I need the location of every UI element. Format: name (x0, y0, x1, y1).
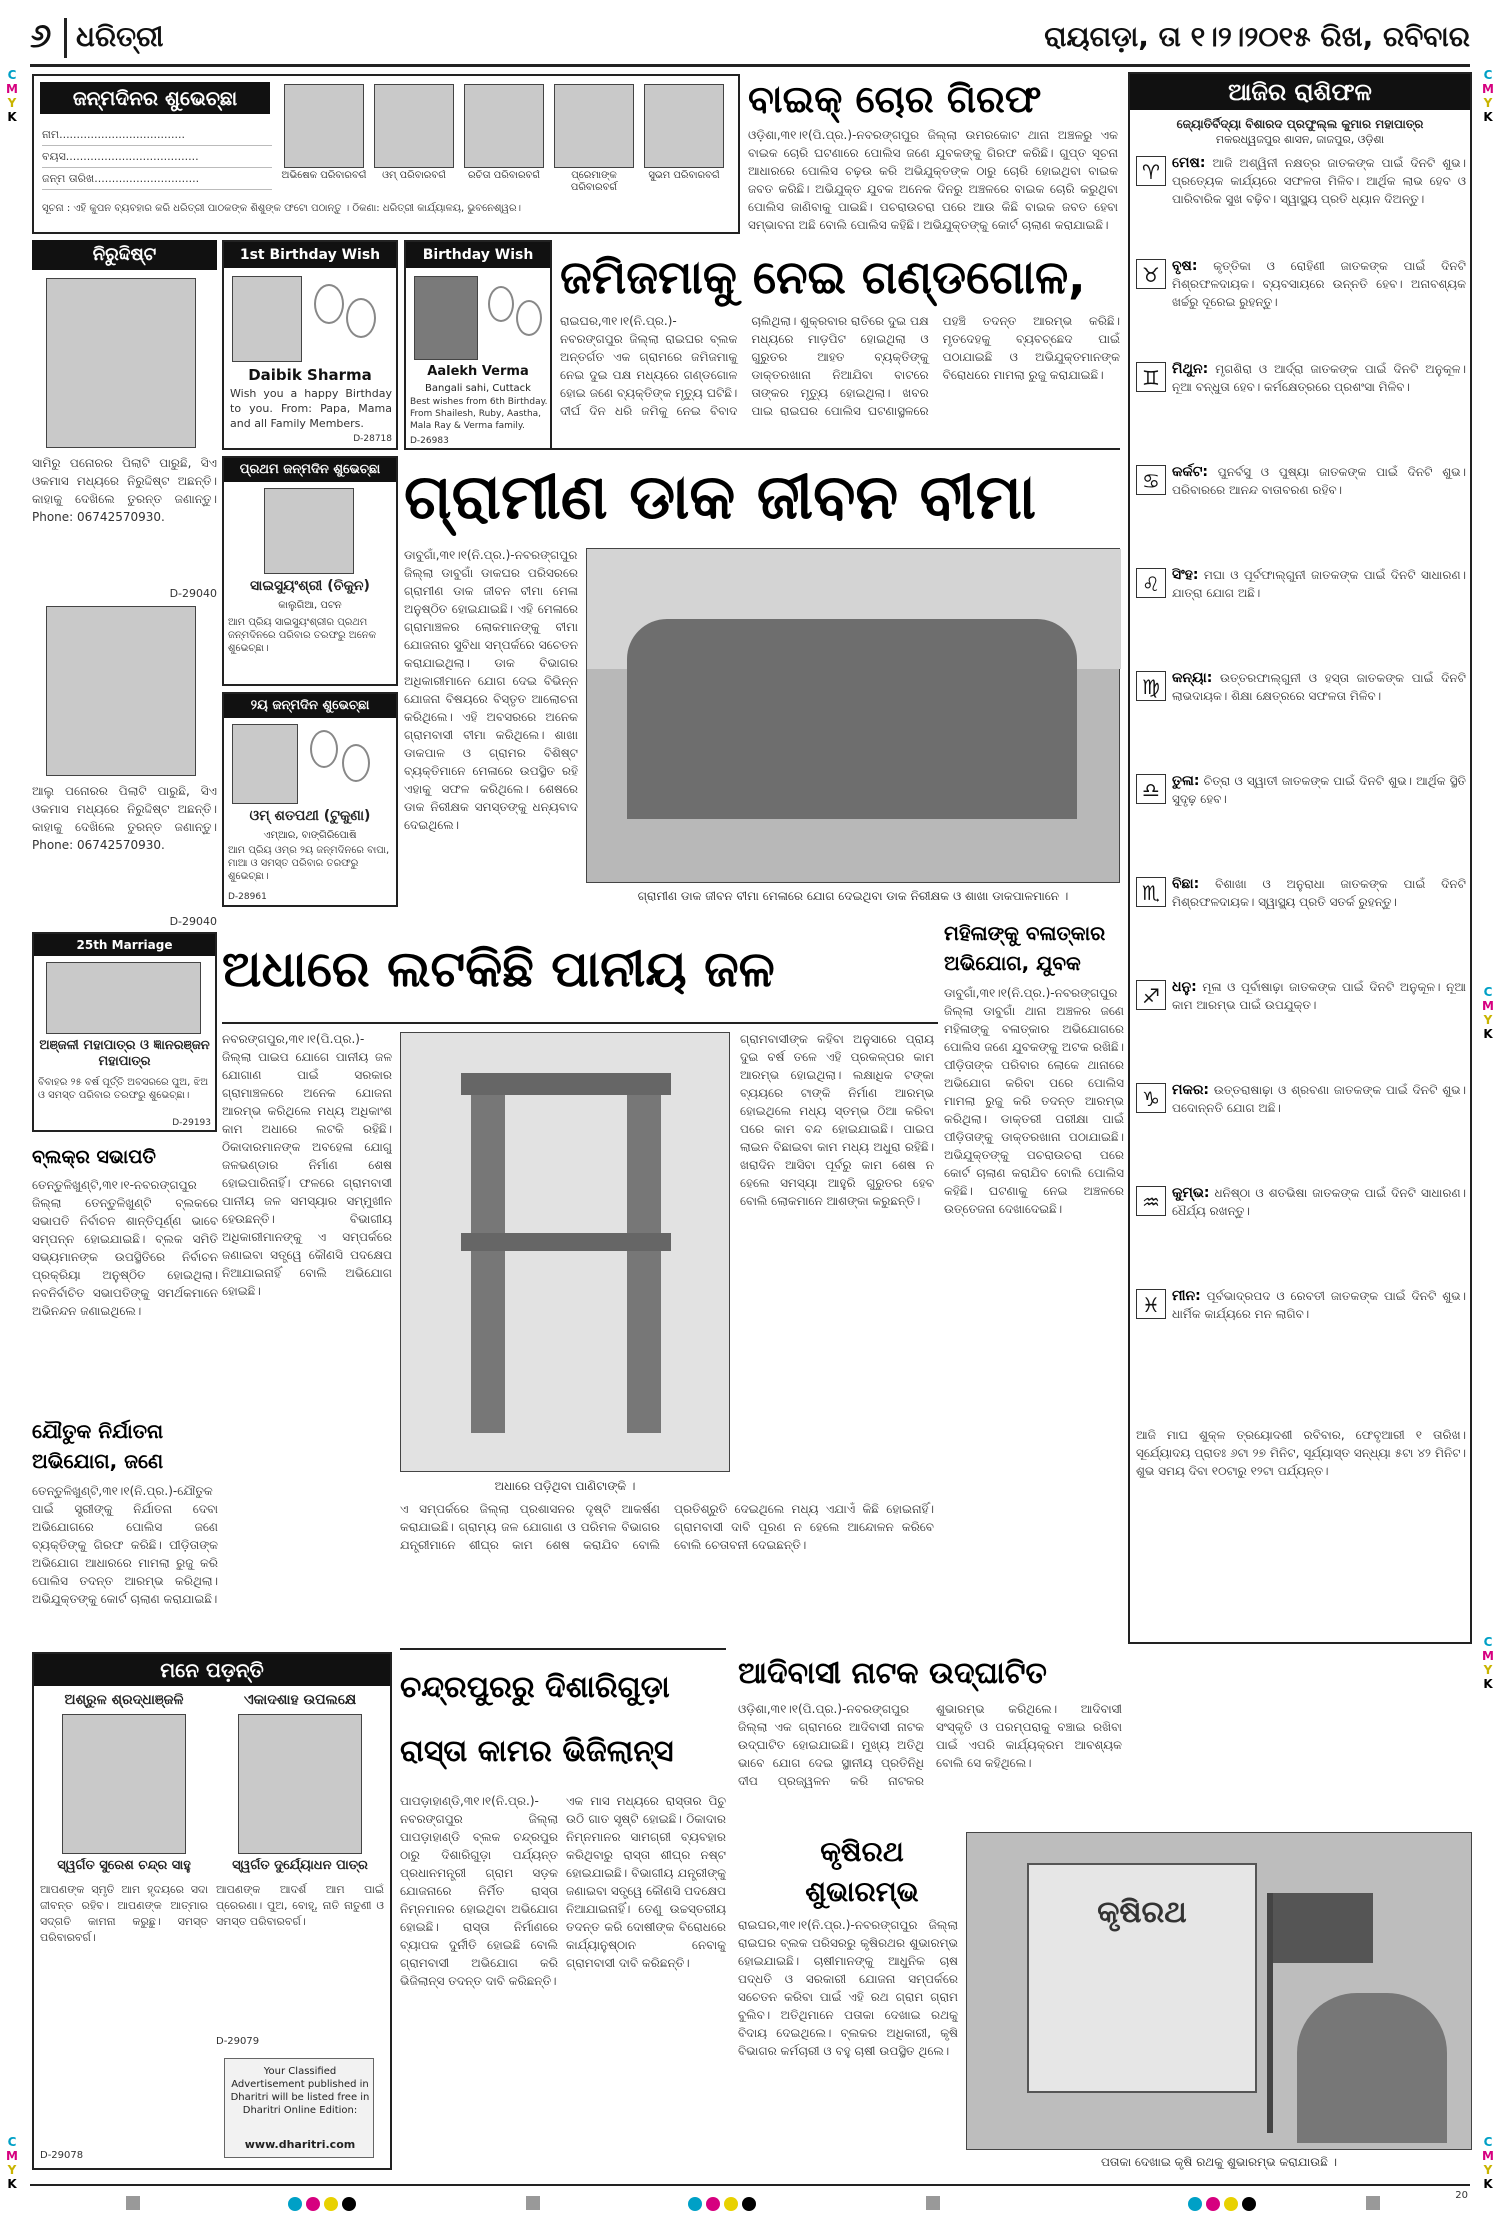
reg-mark-left-top: C M Y K (6, 68, 18, 124)
missing-text-1: ସାମିରୁ ପନୋରର ପିଲାଟି ପାରୁଛି, ସିଏ ଓକମାସ ମଧ୍ୟରେ ନିରୁଦ୍ଦିଷ୍ଟ ଅଛନ୍ତି। କାହାକୁ ଦେଖିଲେ ତୁରନ୍ତ ଜଣାନ୍ତୁ। Phone: 06742570930. (32, 456, 217, 524)
zodiac-prediction: ମଘା ଓ ପୂର୍ବଫାଲ୍ଗୁନୀ ଜାତକଙ୍କ ପାଇଁ ଦିନଟି ସାଧାରଣ। ଯାତ୍ରା ଯୋଗ ଅଛି। (1172, 568, 1466, 600)
horoscope-entry (1136, 875, 1466, 975)
coupon-field-dob: ଜନ୍ମ ତାରିଖ.............................. (42, 168, 272, 190)
reg-mark-right-bottom: C M Y K (1482, 2135, 1494, 2191)
zodiac-prediction: ଚିତ୍ରା ଓ ସ୍ୱାତୀ ଜାତକଙ୍କ ପାଇଁ ଦିନଟି ଶୁଭ। ଆର୍ଥିକ ସ୍ଥିତି ସୁଦୃଢ଼ ହେବ। (1172, 774, 1466, 806)
kid-photo-2 (374, 84, 454, 168)
horoscope-entry-text (1172, 1081, 1466, 1178)
first-birthday-code: D-28718 (353, 434, 392, 444)
horoscope-list (1136, 154, 1466, 1394)
zodiac-prediction: ମୂଳା ଓ ପୂର୍ବାଷାଢ଼ା ଜାତକଙ୍କ ପାଇଁ ଦିନଟି ଅନୁକୂଳ। ନୂଆ କାମ ଆରମ୍ଭ ପାଇଁ ଉପଯୁକ୍ତ। (1172, 980, 1466, 1012)
story-block-chairman: ତେନ୍ତୁଳିଖୁଣ୍ଟି,୩୧।୧-ନବରଙ୍ଗପୁର ଜିଲ୍ଲା ତେନ୍ତୁଳିଖୁଣ୍ଟି ବ୍ଲକରେ ସଭାପତି ନିର୍ବାଚନ ଶାନ୍ତିପୂର୍ଣ୍ଣ ଭାବେ ସମ୍ପନ୍ନ ହୋଇଯାଇଛି। ବ୍ଲକ ସମିତି ସଭ୍ୟମାନଙ୍କ ଉପସ୍ଥିତିରେ ନିର୍ବାଚନ ପ୍ରକ୍ରିୟା ଅନୁଷ୍ଠିତ ହୋଇଥିଲା। ନବନିର୍ବାଚିତ ସଭାପତିଙ୍କୁ ସମର୍ଥକମାନେ ଅଭିନନ୍ଦନ ଜଣାଇଥିଲେ। (32, 1178, 218, 1318)
missing-photo-2 (46, 606, 196, 776)
print-block (526, 2196, 540, 2210)
print-block (126, 2196, 140, 2210)
odia-first-birthday-place: କାଲୁଗିଆ, ପଟନ (278, 600, 342, 611)
horoscope-entry (1136, 978, 1466, 1078)
zodiac-icon: ♒ (1136, 1186, 1166, 1216)
story-water-supply-col1: ନବରଙ୍ଗପୁର,୩୧।୧(ପି.ପ୍ର.)-ଜିଲ୍ଲା ପାଇପ ଯୋଗେ ପାନୀୟ ଜଳ ଯୋଗାଣ ପାଇଁ ସରକାର ଗ୍ରାମାଞ୍ଚଳରେ ଅନେକ ଯୋଜନା ଆରମ୍ଭ କରିଥିଲେ ମଧ୍ୟ ଅଧିକାଂଶ କାମ ଅଧାରେ ଲଟକି ରହିଛି। ଠିକାଦାରମାନଙ୍କ ଅବହେଳା ଯୋଗୁ ଜଳଭଣ୍ଡାର ନିର୍ମାଣ ଶେଷ ହୋଇପାରିନାହିଁ। ଫଳରେ ଗ୍ରାମବାସୀ ପାନୀୟ ଜଳ ସମସ୍ୟାର ସମ୍ମୁଖୀନ ହେଉଛନ୍ତି। ବିଭାଗୀୟ ଅଧିକାରୀମାନଙ୍କୁ ଏ ସମ୍ପର୍କରେ ଜଣାଇବା ସତ୍ତ୍ୱେ କୌଣସି ପଦକ୍ଷେପ ନିଆଯାଇନାହିଁ ବୋଲି ଅଭିଯୋଗ ହୋଇଛି। (222, 1032, 392, 1298)
obituary-left-text: ଆପଣଙ୍କ ସ୍ମୃତି ଆମ ହୃଦୟରେ ସଦା ଜୀବନ୍ତ ରହିବ। ଆପଣଙ୍କ ଆତ୍ମାର ସଦ୍‌ଗତି କାମନା କରୁଛୁ। ସମସ୍ତ ପରିବାରବର୍ଗ। (40, 1883, 208, 1944)
zodiac-prediction: ପୁନର୍ବସୁ ଓ ପୁଷ୍ୟା ଜାତକଙ୍କ ପାଇଁ ଦିନଟି ଶୁଭ। ପରିବାରରେ ଆନନ୍ଦ ବାତାବରଣ ରହିବ। (1172, 465, 1466, 497)
story-harassment: ଡାବୁଗାଁ,୩୧।୧(ନି.ପ୍ର.)-ନବରଙ୍ଗପୁର ଜିଲ୍ଲା ଡାବୁଗାଁ ଥାନା ଅଞ୍ଚଳର ଜଣେ ମହିଳାଙ୍କୁ ବଳାତ୍କାର ଅଭିଯୋଗରେ ପୋଲିସ ଜଣେ ଯୁବକଙ୍କୁ ଅଟକ ରଖିଛି। ପୀଡ଼ିତାଙ୍କ ପରିବାର ଲୋକେ ଥାନାରେ ଅଭିଯୋଗ କରିବା ପରେ ପୋଲିସ ମାମଲା ରୁଜୁ କରି ତଦନ୍ତ ଆରମ୍ଭ କରିଥିଲା। ଡାକ୍ତରୀ ପରୀକ୍ଷା ପାଇଁ ପୀଡ଼ିତାଙ୍କୁ ଡାକ୍ତରଖାନା ପଠାଯାଇଛି। ଅଭିଯୁକ୍ତଙ୍କୁ ପଚରାଉଚରା ପରେ କୋର୍ଟ ଚାଲାଣ କରାଯିବ ବୋଲି ପୋଲିସ କହିଛି। ଘଟଣାକୁ ନେଇ ଅଞ୍ଚଳରେ ଉତ୍ତେଜନା ଦେଖାଦେଇଛି। (944, 986, 1124, 1216)
zodiac-prediction: ପୂର୍ବଭାଦ୍ରପଦ ଓ ରେବତୀ ଜାତକଙ୍କ ପାଇଁ ଦିନଟି ଶୁଭ। ଧାର୍ମିକ କାର୍ଯ୍ୟରେ ମନ ଲାଗିବ। (1172, 1289, 1466, 1321)
balloon-icon (346, 298, 376, 338)
anniversary-title: 25th Marriage (34, 934, 215, 956)
horoscope-entry-text (1172, 154, 1466, 251)
cmyk-dots (286, 2196, 358, 2215)
horoscope-byline: ଜ୍ୟୋତିର୍ବିଦ୍ୟା ବିଶାରଦ ପ୍ରଫୁଲ୍ଲ କୁମାର ମହାପାତ୍ର (1176, 117, 1424, 131)
zodiac-prediction: ଉତ୍ତରଫାଲ୍ଗୁନୀ ଓ ହସ୍ତା ଜାତକଙ୍କ ପାଇଁ ଦିନଟି ଲାଭଦାୟକ। ଶିକ୍ଷା କ୍ଷେତ୍ରରେ ସଫଳତା ମିଳିବ। (1172, 671, 1466, 703)
horoscope-entry-text (1172, 566, 1466, 663)
zodiac-icon: ♋ (1136, 465, 1166, 495)
horoscope-entry-text (1172, 772, 1466, 869)
first-birthday-title: 1st Birthday Wish (224, 242, 396, 268)
obituary-left-photo (62, 1714, 186, 1854)
odia-second-birthday-box (222, 692, 398, 907)
anniversary-names: ଅଞ୍ଜଳୀ ମହାପାତ୍ର ଓ ଜ୍ଞାନରଞ୍ଜନ ମହାପାତ୍ର (39, 1038, 210, 1069)
odia-first-birthday-name: ସାଇସୁୟଂଶ୍ରୀ (ଚିକୁନ) (250, 578, 370, 594)
tank-pillar (471, 1073, 505, 1433)
coupon-note: ସୂଚନା : ଏହି କୁପନ ବ୍ୟବହାର କରି ଧରିତ୍ରୀ ପାଠକଙ୍କ ଶିଶୁଙ୍କ ଫଟୋ ପଠାନ୍ତୁ । ଠିକଣା: ଧରିତ୍ରୀ କାର୍ଯ୍ୟାଳୟ, ଭୁବନେଶ୍ୱର। (42, 203, 522, 214)
story-land-dispute: ରାଇଘର,୩୧।୧(ନି.ପ୍ର.)-ନବରଙ୍ଗପୁର ଜିଲ୍ଲା ରାଇଘର ବ୍ଲକ ଅନ୍ତର୍ଗତ ଏକ ଗ୍ରାମରେ ଜମିଜମାକୁ ନେଇ ଦୁଇ ପକ୍ଷ ମଧ୍ୟରେ ଗଣ୍ଡଗୋଳ ହୋଇ ଜଣେ ବ୍ୟକ୍ତିଙ୍କ ମୃତ୍ୟୁ ଘଟିଛି। ଦୀର୍ଘ ଦିନ ଧରି ଜମିକୁ ନେଇ ବିବାଦ ଚାଲିଥିଲା। ଶୁକ୍ରବାର ରାତିରେ ଦୁଇ ପକ୍ଷ ମଧ୍ୟରେ ମାଡ଼ପିଟ ହୋଇଥିଲା ଓ ଗୁରୁତର ଆହତ ବ୍ୟକ୍ତିଙ୍କୁ ଡାକ୍ତରଖାନା ନିଆଯିବା ବାଟରେ ତାଙ୍କର ମୃତ୍ୟୁ ହୋଇଥିଲା। ଖବର ପାଇ ରାଇଘର ପୋଲିସ ଘଟଣାସ୍ଥଳରେ ପହଞ୍ଚି ତଦନ୍ତ ଆରମ୍ଭ କରିଛି। ମୃତଦେହକୁ ବ୍ୟବଚ୍ଛେଦ ପାଇଁ ପଠାଯାଇଛି ଓ ଅଭିଯୁକ୍ତମାନଙ୍କ ବିରୋଧରେ ମାମଲା ରୁଜୁ କରାଯାଇଛି। (560, 314, 1120, 418)
first-birthday-photo (232, 276, 302, 362)
coupon-field-age: ବୟସ...................................... (42, 146, 272, 168)
obituary-left-heading: ଅଶ୍ରୁଳ ଶ୍ରଦ୍ଧାଞ୍ଜଳି (64, 1692, 184, 1708)
obituary-right-text: ଆପଣଙ୍କ ଆଦର୍ଶ ଆମ ପାଇଁ ପ୍ରେରଣା। ପୁଅ, ବୋହୂ, ନାତି ନାତୁଣୀ ଓ ସମସ୍ତ ପରିବାରବର୍ଗ। (216, 1883, 384, 1928)
obituary-title: ମନେ ପଡ଼ନ୍ତି (34, 1654, 390, 1686)
missing-code-1: D-29040 (169, 587, 217, 600)
zodiac-sign-name: ମିଥୁନ: (1172, 361, 1209, 377)
headline-land-dispute: ଜମିଜମାକୁ ନେଇ ଗଣ୍ଡଗୋଳ, (560, 250, 1086, 304)
zodiac-sign-name: ମୀନ: (1172, 1288, 1201, 1304)
truck-body (1027, 1863, 1257, 2093)
truck-label: କୃଷିରଥ (1097, 1895, 1187, 1930)
horoscope-entry (1136, 360, 1466, 460)
dateline: ରାୟଗଡ଼ା, ତା ୧।୨।୨୦୧୫ ରିଖ, ରବିବାର (1044, 20, 1470, 53)
odia-first-birthday-text: ଆମ ପ୍ରିୟ ସାଇସୁୟଂଶ୍ରୀର ପ୍ରଥମ ଜନ୍ମଦିନରେ ପରିବାର ତରଫରୁ ଅନେକ ଶୁଭେଚ୍ଛା। (228, 617, 376, 654)
obituary-box (32, 1652, 392, 2170)
zodiac-sign-name: ବିଛା: (1172, 876, 1200, 892)
zodiac-sign-name: ମକର: (1172, 1082, 1210, 1098)
balloon-icon (310, 730, 338, 768)
zodiac-sign-name: କନ୍ୟା: (1172, 670, 1213, 686)
horoscope-box (1128, 72, 1472, 1644)
horoscope-title: ଆଜିର ରାଶିଫଳ (1130, 74, 1470, 110)
classified-text: Your Classified Advertisement published in Dharitri will be listed free in Dharitri Online Edition: (230, 2066, 370, 2116)
kid-caption-3: ରଚିତା ପରିବାରବର୍ଗ (467, 170, 541, 181)
print-color-strip (0, 2196, 1500, 2214)
horoscope-entry (1136, 1184, 1466, 1284)
birthday-wish-name: Aalekh Verma (427, 364, 529, 379)
story-postal-insurance: ଡାବୁଗାଁ,୩୧।୧(ନି.ପ୍ର.)-ନବରଙ୍ଗପୁର ଜିଲ୍ଲା ଡାବୁଗାଁ ଡାକଘର ପରିସରରେ ଗ୍ରାମୀଣ ଡାକ ଜୀବନ ବୀମା ମେଳା ଅନୁଷ୍ଠିତ ହୋଇଯାଇଛି। ଏହି ମେଳାରେ ଗ୍ରାମାଞ୍ଚଳର ଲୋକମାନଙ୍କୁ ବୀମା ଯୋଜନାର ସୁବିଧା ସମ୍ପର୍କରେ ସଚେତନ କରାଯାଇଥିଲା। ଡାକ ବିଭାଗର ଅଧିକାରୀମାନେ ଯୋଗ ଦେଇ ବିଭିନ୍ନ ଯୋଜନା ବିଷୟରେ ବିସ୍ତୃତ ଆଲୋଚନା କରିଥିଲେ। ଏହି ଅବସରରେ ଅନେକ ଗ୍ରାମବାସୀ ବୀମା କରିଥିଲେ। ଶାଖା ଡାକପାଳ ଓ ଗ୍ରାମର ବିଶିଷ୍ଟ ବ୍ୟକ୍ତିମାନେ ମେଳାରେ ଉପସ୍ଥିତ ରହି ଏହାକୁ ସଫଳ କରିଥିଲେ। ଶେଷରେ ଡାକ ନିରୀକ୍ଷକ ସମସ୍ତଙ୍କୁ ଧନ୍ୟବାଦ ଦେଇଥିଲେ। (404, 548, 578, 832)
obituary-right-photo (238, 1714, 362, 1854)
odia-first-birthday-box (222, 456, 398, 686)
footer-rule (30, 2184, 1470, 2186)
missing-title: ନିରୁଦ୍ଦିଷ୍ଟ (32, 240, 217, 270)
story-water-supply-col3: ଏ ସମ୍ପର୍କରେ ଜିଲ୍ଲା ପ୍ରଶାସନର ଦୃଷ୍ଟି ଆକର୍ଷଣ କରାଯାଇଛି। ଗ୍ରାମ୍ୟ ଜଳ ଯୋଗାଣ ଓ ପରିମଳ ବିଭାଗର ଯନ୍ତ୍ରୀମାନେ ଶୀଘ୍ର କାମ ଶେଷ କରାଯିବ ବୋଲି ପ୍ରତିଶ୍ରୁତି ଦେଇଥିଲେ ମଧ୍ୟ ଏଯାଏଁ କିଛି ହୋଇନାହିଁ। ଗ୍ରାମବାସୀ ଦାବି ପୂରଣ ନ ହେଲେ ଆନ୍ଦୋଳନ କରିବେ ବୋଲି ଚେତାବନୀ ଦେଇଛନ୍ତି। (400, 1502, 934, 1552)
zodiac-prediction: ଧନିଷ୍ଠା ଓ ଶତଭିଷା ଜାତକଙ୍କ ପାଇଁ ଦିନଟି ସାଧାରଣ। ଧୈର୍ଯ୍ୟ ରଖନ୍ତୁ। (1172, 1186, 1466, 1218)
first-birthday-name: Daibik Sharma (248, 366, 372, 384)
section-rule (400, 1648, 726, 1650)
horoscope-entry (1136, 1287, 1466, 1387)
horoscope-byline-address: ମକରଧ୍ୱଜପୁର ଶାସନ, ଜାଜପୁର, ଓଡ଼ିଶା (1215, 133, 1385, 146)
anniversary-text: ବିବାହର ୨୫ ବର୍ଷ ପୂର୍ତ୍ତି ଅବସରରେ ପୁଅ, ଝିଅ ଓ ସମସ୍ତ ପରିବାର ତରଫରୁ ଶୁଭେଚ୍ଛା। (38, 1077, 209, 1101)
classified-site-link[interactable]: www.dharitri.com (244, 2138, 356, 2151)
horoscope-entry-text (1172, 1184, 1466, 1281)
zodiac-sign-name: କୁମ୍ଭ: (1172, 1185, 1210, 1201)
zodiac-sign-name: ବୃଷ: (1172, 258, 1198, 274)
masthead-rule (30, 64, 1470, 67)
headline-tribal-drama: ଆଦିବାସୀ ନାଟକ ଉଦ୍‌ଘାଟିତ (738, 1656, 1047, 1691)
horoscope-footer-note: ଆଜି ମାଘ ଶୁକ୍ଳ ତ୍ରୟୋଦଶୀ ରବିବାର, ଫେବୃଆରୀ ୧ ତାରିଖ। ସୂର୍ଯ୍ୟୋଦୟ ପ୍ରାତଃ ୬ଟା ୨୭ ମିନିଟ, ସୂର୍ଯ୍ୟାସ୍ତ ସନ୍ଧ୍ୟା ୫ଟା ୪୨ ମିନିଟ। ଶୁଭ ସମୟ ଦିବା ୧୦ଟାରୁ ୧୨ଟା ପର୍ଯ୍ୟନ୍ତ। (1136, 1428, 1466, 1478)
kid-caption-5: ସୁଭମ ପରିବାରବର୍ଗ (648, 170, 720, 181)
first-birthday-box (222, 240, 398, 450)
zodiac-icon: ♌ (1136, 568, 1166, 598)
caption-water-tank: ଅଧାରେ ପଡ଼ିଥିବା ପାଣିଟାଙ୍କି । (494, 1479, 636, 1493)
birthday-wish-code: D-26983 (410, 436, 449, 446)
missing-column (32, 240, 217, 1135)
story-krushi-rath: ରାଇଘର,୩୧।୧(ନି.ପ୍ର.)-ନବରଙ୍ଗପୁର ଜିଲ୍ଲା ରାଇଘର ବ୍ଲକ ପରିସରରୁ କୃଷିରଥର ଶୁଭାରମ୍ଭ ହୋଇଯାଇଛି। ଚାଷୀମାନଙ୍କୁ ଆଧୁନିକ ଚାଷ ପଦ୍ଧତି ଓ ସରକାରୀ ଯୋଜନା ସମ୍ପର୍କରେ ସଚେତନ କରିବା ପାଇଁ ଏହି ରଥ ଗ୍ରାମ ଗ୍ରାମ ବୁଲିବ। ଅତିଥିମାନେ ପତାକା ଦେଖାଇ ରଥକୁ ବିଦାୟ ଦେଇଥିଲେ। ବ୍ଲକର ଅଧିକାରୀ, କୃଷି ବିଭାଗର କର୍ମଚାରୀ ଓ ବହୁ ଚାଷୀ ଉପସ୍ଥିତ ଥିଲେ। (738, 1918, 958, 2058)
birthday-wish-box (404, 240, 552, 450)
zodiac-icon: ♈ (1136, 156, 1166, 186)
odia-second-birthday-place: ଏମ୍‌ଆର, ବାଙ୍ଗିରିପୋଷି (263, 830, 357, 841)
coupon-form (42, 124, 272, 190)
story-road-probe-col1: ପାପଡ଼ାହାଣ୍ଡି,୩୧।୧(ନି.ପ୍ର.)-ନବରଙ୍ଗପୁର ଜିଲ୍ଲା ପାପଡ଼ାହାଣ୍ଡି ବ୍ଲକ ଚନ୍ଦ୍ରପୁର ଠାରୁ ଦିଶାରିଗୁଡ଼ା ପର୍ଯ୍ୟନ୍ତ ପ୍ରଧାନମନ୍ତ୍ରୀ ଗ୍ରାମ ସଡ଼କ ଯୋଜନାରେ ନିର୍ମିତ ରାସ୍ତା ନିମ୍ନମାନର ହୋଇଥିବା ଅଭିଯୋଗ ହୋଇଛି। ରାସ୍ତା ନିର୍ମାଣରେ ବ୍ୟାପକ ଦୁର୍ନୀତି ହୋଇଛି ବୋଲି ଗ୍ରାମବାସୀ ଅଭିଯୋଗ କରି ଭିଜିଲାନ୍ସ ତଦନ୍ତ ଦାବି କରିଛନ୍ତି। (400, 1794, 558, 1988)
headline-dowry: ଯୌତୁକ ନିର୍ଯାତନା ଅଭିଯୋଗ, ଜଣେ (32, 1419, 164, 1473)
zodiac-icon: ♉ (1136, 259, 1166, 289)
section-rule (404, 448, 1120, 450)
photo-water-tank (400, 1032, 730, 1472)
anniversary-box (32, 932, 217, 1132)
horoscope-entry-text (1172, 1287, 1466, 1384)
story-tribal-drama: ଓଡ଼ିଶା,୩୧।୧(ପି.ପ୍ର.)-ନବରଙ୍ଗପୁର ଜିଲ୍ଲା ଏକ ଗ୍ରାମରେ ଆଦିବାସୀ ନାଟକ ଉଦ୍‌ଘାଟିତ ହୋଇଯାଇଛି। ମୁଖ୍ୟ ଅତିଥି ଭାବେ ଯୋଗ ଦେଇ ସ୍ଥାନୀୟ ପ୍ରତିନିଧି ଦୀପ ପ୍ରଜ୍ୱଳନ କରି ନାଟକର ଶୁଭାରମ୍ଭ କରିଥିଲେ। ଆଦିବାସୀ ସଂସ୍କୃତି ଓ ପରମ୍ପରାକୁ ବଞ୍ଚାଇ ରଖିବା ପାଇଁ ଏପରି କାର୍ଯ୍ୟକ୍ରମ ଆବଶ୍ୟକ ବୋଲି ସେ କହିଥିଲେ। (738, 1702, 1122, 1788)
horoscope-entry-text (1172, 875, 1466, 972)
zodiac-icon: ♑ (1136, 1083, 1166, 1113)
story-dowry: ତେନ୍ତୁଳିଖୁଣ୍ଟି,୩୧।୧(ନି.ପ୍ର.)-ଯୌତୁକ ପାଇଁ ସ୍ତ୍ରୀଙ୍କୁ ନିର୍ଯାତନା ଦେବା ଅଭିଯୋଗରେ ପୋଲିସ ଜଣେ ବ୍ୟକ୍ତିଙ୍କୁ ଗିରଫ କରିଛି। ପୀଡ଼ିତାଙ୍କ ଅଭିଯୋଗ ଆଧାରରେ ମାମଲା ରୁଜୁ କରି ପୋଲିସ ତଦନ୍ତ ଆରମ୍ଭ କରିଥିଲା। ଅଭିଯୁକ୍ତଙ୍କୁ କୋର୍ଟ ଚାଲାଣ କରାଯାଇଛି। (32, 1484, 218, 1606)
kid-photo-3 (464, 84, 544, 168)
headline-water-supply: ଅଧାରେ ଲଟକିଛି ପାନୀୟ ଜଳ (222, 940, 775, 998)
masthead-divider (64, 18, 67, 58)
print-block (1366, 2196, 1380, 2210)
zodiac-sign-name: ଧନୁ: (1172, 979, 1197, 995)
birthday-wish-title: Birthday Wish (406, 242, 550, 268)
headline-road-probe: ଚନ୍ଦ୍ରପୁରରୁ ଦିଶାରିଗୁଡ଼ା ରାସ୍ତା କାମର ଭିଜିଲାନ୍ସ (400, 1670, 674, 1769)
tank-beam (461, 1073, 671, 1095)
story-road-probe-col2: ଏକ ମାସ ମଧ୍ୟରେ ରାସ୍ତାର ପିଚୁ ଉଠି ଗାତ ସୃଷ୍ଟି ହୋଇଛି। ଠିକାଦାର ନିମ୍ନମାନର ସାମଗ୍ରୀ ବ୍ୟବହାର କରିଥିବାରୁ ରାସ୍ତା ଶୀଘ୍ର ନଷ୍ଟ ହୋଇଯାଇଛି। ବିଭାଗୀୟ ଯନ୍ତ୍ରୀଙ୍କୁ ଜଣାଇବା ସତ୍ତ୍ୱେ କୌଣସି ପଦକ୍ଷେପ ନିଆଯାଇନାହିଁ। ତେଣୁ ଉଚ୍ଚସ୍ତରୀୟ ତଦନ୍ତ କରି ଦୋଷୀଙ୍କ ବିରୋଧରେ କାର୍ଯ୍ୟାନୁଷ୍ଠାନ ନେବାକୁ ଗ୍ରାମବାସୀ ଦାବି କରିଛନ୍ତି। (566, 1794, 726, 1970)
photo-people-group (627, 619, 1077, 819)
horoscope-entry-text (1172, 463, 1466, 560)
page-number: ୬ (30, 16, 52, 56)
photo-krushi-rath (966, 1832, 1472, 2150)
horoscope-entry-text (1172, 978, 1466, 1075)
obituary-right-name: ସ୍ୱର୍ଗତ ଦୁର୍ଯ୍ୟୋଧନ ପାତ୍ର (232, 1858, 368, 1873)
odia-second-birthday-name: ଓମ୍ ଶତପଥୀ (ଟୁକୁଣା) (249, 808, 371, 824)
birthday-coupon-box (32, 74, 740, 234)
odia-second-birthday-text: ଆମ ପ୍ରିୟ ଓମ୍‌ର ୨ୟ ଜନ୍ମଦିନରେ ବାପା, ମାଆ ଓ ସମସ୍ତ ପରିବାର ତରଫରୁ ଶୁଭେଚ୍ଛା। (228, 845, 390, 882)
reg-mark-right-lower: C M Y K (1482, 1635, 1494, 1691)
headline-bike-thief: ବାଇକ୍ ଚୋର ଗିରଫ (748, 77, 1042, 121)
kid-caption-4: ପ୍ରେମାଙ୍କ ପରିବାରବର୍ଗ (570, 170, 618, 193)
print-block (926, 2196, 940, 2210)
kid-photo-1 (284, 84, 364, 168)
kid-photo-5 (644, 84, 724, 168)
balloon-icon (314, 284, 344, 324)
birthday-wish-place: Bangali sahi, Cuttack (425, 383, 531, 394)
zodiac-prediction: ଉତ୍ତରାଷାଢ଼ା ଓ ଶ୍ରବଣା ଜାତକଙ୍କ ପାଇଁ ଦିନଟି ଶୁଭ। ପଦୋନ୍ନତି ଯୋଗ ଅଛି। (1172, 1083, 1466, 1115)
odia-second-birthday-photo (232, 724, 298, 804)
anniversary-photo (46, 962, 201, 1034)
story-bike-thief: ଓଡ଼ିଶା,୩୧।୧(ପି.ପ୍ର.)-ନବରଙ୍ଗପୁର ଜିଲ୍ଲା ଉମରକୋଟ ଥାନା ଅଞ୍ଚଳରୁ ଏକ ବାଇକ ଚୋରି ଘଟଣାରେ ପୋଲିସ ଜଣେ ଯୁବକଙ୍କୁ ଗିରଫ କରିଛି। ଗୁପ୍ତ ସୂଚନା ଆଧାରରେ ପୋଲିସ ଚଢ଼ଉ କରି ଅଭିଯୁକ୍ତଙ୍କ ଠାରୁ ଚୋରି ହୋଇଥିବା ବାଇକ ଜବତ କରିଛି। ଅଭିଯୁକ୍ତ ଯୁବକ ଅନେକ ଦିନରୁ ଅଞ୍ଚଳରେ ବାଇକ ଚୋରି କରୁଥିବା ପୋଲିସ ଜାଣିବାକୁ ପାଇଛି। ପଚରାଉଚରା ପରେ ଆଉ କିଛି ବାଇକ ଜବତ ହେବା ସମ୍ଭାବନା ଅଛି ବୋଲି ପୋଲିସ କହିଛି। ଅଭିଯୁକ୍ତଙ୍କୁ କୋର୍ଟ ଚାଲାଣ କରାଯାଇଛି। (748, 128, 1118, 232)
balloon-icon (342, 744, 370, 782)
headline-harassment: ମହିଳାଙ୍କୁ ବଳାତ୍କାର ଅଭିଯୋଗ, ଯୁବକ (944, 921, 1106, 975)
birthday-coupon-title: ଜନ୍ମଦିନର ଶୁଭେଚ୍ଛା (40, 82, 270, 114)
horoscope-entry (1136, 669, 1466, 769)
horoscope-entry-text (1172, 669, 1466, 766)
kid-caption-1: ଅଭିଷେକ ପରିବାରବର୍ଗ (281, 170, 367, 181)
story-water-supply-col2: ଗ୍ରାମବାସୀଙ୍କ କହିବା ଅନୁସାରେ ପ୍ରାୟ ଦୁଇ ବର୍ଷ ତଳେ ଏହି ପ୍ରକଳ୍ପର କାମ ଆରମ୍ଭ ହୋଇଥିଲା। ଲକ୍ଷାଧିକ ଟଙ୍କା ବ୍ୟୟରେ ଟାଙ୍କି ନିର୍ମାଣ ଆରମ୍ଭ ହୋଇଥିଲେ ମଧ୍ୟ ସ୍ତମ୍ଭ ଠିଆ କରିବା ପରେ କାମ ବନ୍ଦ ହୋଇଯାଇଛି। ପାଇପ ଲାଇନ ବିଛାଇବା କାମ ମଧ୍ୟ ଅଧୁରା ରହିଛି। ଖରାଦିନ ଆସିବା ପୂର୍ବରୁ କାମ ଶେଷ ନ ହେଲେ ସମସ୍ୟା ଆହୁରି ଗୁରୁତର ହେବ ବୋଲି ଲୋକମାନେ ଆଶଙ୍କା କରୁଛନ୍ତି। (740, 1032, 934, 1208)
tank-pillar (627, 1073, 661, 1433)
odia-first-birthday-photo (264, 488, 354, 574)
kid-photo-4 (554, 84, 634, 168)
zodiac-prediction: ମୃଗଶିରା ଓ ଆର୍ଦ୍ରା ଜାତକଙ୍କ ପାଇଁ ଦିନଟି ଅନୁକୂଳ। ନୂଆ ବନ୍ଧୁତା ହେବ। କର୍ମକ୍ଷେତ୍ରରେ ପ୍ରଶଂସା ମିଳିବ। (1172, 362, 1466, 394)
zodiac-sign-name: ମେଷ: (1172, 155, 1206, 171)
zodiac-icon: ♊ (1136, 362, 1166, 392)
coupon-field-name: ନାମ.................................... (42, 124, 272, 146)
odia-second-birthday-code: D-28961 (228, 892, 267, 902)
headline-krushi-rath: କୃଷିରଥ ଶୁଭାରମ୍ଭ (805, 1835, 919, 1908)
obituary-right-code: D-29079 (216, 2036, 260, 2047)
zodiac-icon: ♓ (1136, 1289, 1166, 1319)
zodiac-icon: ♍ (1136, 671, 1166, 701)
reg-mark-left-bottom: C M Y K (6, 2135, 18, 2191)
horoscope-entry (1136, 1081, 1466, 1181)
cmyk-dots (1186, 2196, 1258, 2215)
headline-postal-insurance: ଗ୍ରାମୀଣ ଡାକ ଜୀବନ ବୀମା (404, 460, 1036, 533)
birthday-wish-photo (414, 276, 478, 360)
caption-krushi-rath: ପତାକା ଦେଖାଇ କୃଷି ରଥକୁ ଶୁଭାରମ୍ଭ କରାଯାଉଛି । (1100, 2155, 1338, 2169)
classified-promo (224, 2058, 374, 2158)
photo-people-group (1297, 1993, 1447, 2143)
first-birthday-text: Wish you a happy Birthday to you. From: Papa, Mama and all Family Members. (230, 387, 392, 430)
zodiac-sign-name: ସିଂହ: (1172, 567, 1199, 583)
headline-block-chairman: ବ୍ଲକ୍‌ର ସଭାପତି (32, 1146, 156, 1168)
missing-text-2: ଆଲୁ ପନୋରର ପିଲାଟି ପାରୁଛି, ସିଏ ଓକମାସ ମଧ୍ୟରେ ନିରୁଦ୍ଦିଷ୍ଟ ଅଛନ୍ତି। କାହାକୁ ଦେଖିଲେ ତୁରନ୍ତ ଜଣାନ୍ତୁ। Phone: 06742570930. (32, 784, 217, 852)
section-rule (222, 1022, 938, 1024)
masthead (30, 12, 1470, 64)
missing-photo-1 (46, 278, 196, 448)
reg-mark-right-top: C M Y K (1482, 68, 1494, 124)
zodiac-icon: ♎ (1136, 774, 1166, 804)
odia-first-birthday-title: ପ୍ରଥମ ଜନ୍ମଦିନ ଶୁଭେଚ୍ଛା (224, 458, 396, 482)
zodiac-prediction: କୃତ୍ତିକା ଓ ରୋହିଣୀ ଜାତକଙ୍କ ପାଇଁ ଦିନଟି ମିଶ୍ରଫଳଦାୟକ। ବ୍ୟବସାୟରେ ଉନ୍ନତି ହେବ। ଅନାବଶ୍ୟକ ଖର୍ଚ୍ଚରୁ ଦୂରେଇ ରୁହନ୍ତୁ। (1172, 259, 1466, 309)
horoscope-entry-text (1172, 257, 1466, 354)
page-corner-number: 20 (1455, 2190, 1468, 2201)
obituary-left-code: D-29078 (40, 2150, 84, 2161)
horoscope-entry (1136, 154, 1466, 254)
birthday-wish-text: Best wishes from 6th Birthday. From Shailesh, Ruby, Aastha, Mala Ray & Verma family. (410, 397, 548, 431)
balloon-icon (488, 286, 514, 322)
tank-beam (461, 1233, 671, 1251)
brand-name: ଧରିତ୍ରୀ (76, 20, 164, 53)
caption-postal-insurance: ଗ୍ରାମୀଣ ଡାକ ଜୀବନ ବୀମା ମେଳାରେ ଯୋଗ ଦେଇଥିବା ଡାକ ନିରୀକ୍ଷକ ଓ ଶାଖା ଡାକପାଳମାନେ । (637, 889, 1069, 903)
odia-second-birthday-title: ୨ୟ ଜନ୍ମଦିନ ଶୁଭେଚ୍ଛା (224, 694, 396, 718)
missing-code-2: D-29040 (169, 915, 217, 928)
flag-icon (1273, 1893, 1373, 1963)
reg-mark-right-mid: C M Y K (1482, 985, 1494, 1041)
horoscope-entry (1136, 772, 1466, 872)
cmyk-dots (686, 2196, 758, 2215)
anniversary-code: D-29193 (172, 1118, 211, 1128)
zodiac-icon: ♏ (1136, 877, 1166, 907)
obituary-right-heading: ଏକାଦଶାହ ଉପଲକ୍ଷେ (243, 1692, 357, 1708)
horoscope-entry (1136, 257, 1466, 357)
horoscope-entry (1136, 463, 1466, 563)
balloon-icon (516, 300, 542, 336)
kid-caption-2: ଓମ୍ ପରିବାରବର୍ଗ (382, 170, 446, 181)
obituary-left-name: ସ୍ୱର୍ଗତ ସୁରେଶ ଚନ୍ଦ୍ର ସାହୁ (57, 1858, 191, 1873)
horoscope-entry (1136, 566, 1466, 666)
zodiac-prediction: ଆଜି ଅଶ୍ୱିନୀ ନକ୍ଷତ୍ର ଜାତକଙ୍କ ପାଇଁ ଦିନଟି ଶୁଭ। ପ୍ରତ୍ୟେକ କାର୍ଯ୍ୟରେ ସଫଳତା ମିଳିବ। ଆର୍ଥିକ ଲାଭ ହେବ ଓ ପାରିବାରିକ ସୁଖ ବଢ଼ିବ। ସ୍ୱାସ୍ଥ୍ୟ ପ୍ରତି ଧ୍ୟାନ ଦିଅନ୍ତୁ। (1172, 156, 1466, 206)
zodiac-sign-name: କର୍କଟ: (1172, 464, 1208, 480)
zodiac-icon: ♐ (1136, 980, 1166, 1010)
photo-postal-insurance-group (586, 548, 1120, 883)
zodiac-prediction: ବିଶାଖା ଓ ଅନୁରାଧା ଜାତକଙ୍କ ପାଇଁ ଦିନଟି ମିଶ୍ରଫଳଦାୟକ। ସ୍ୱାସ୍ଥ୍ୟ ପ୍ରତି ସତର୍କ ରୁହନ୍ତୁ। (1172, 877, 1466, 909)
zodiac-sign-name: ତୁଳା: (1172, 773, 1200, 789)
horoscope-entry-text (1172, 360, 1466, 457)
